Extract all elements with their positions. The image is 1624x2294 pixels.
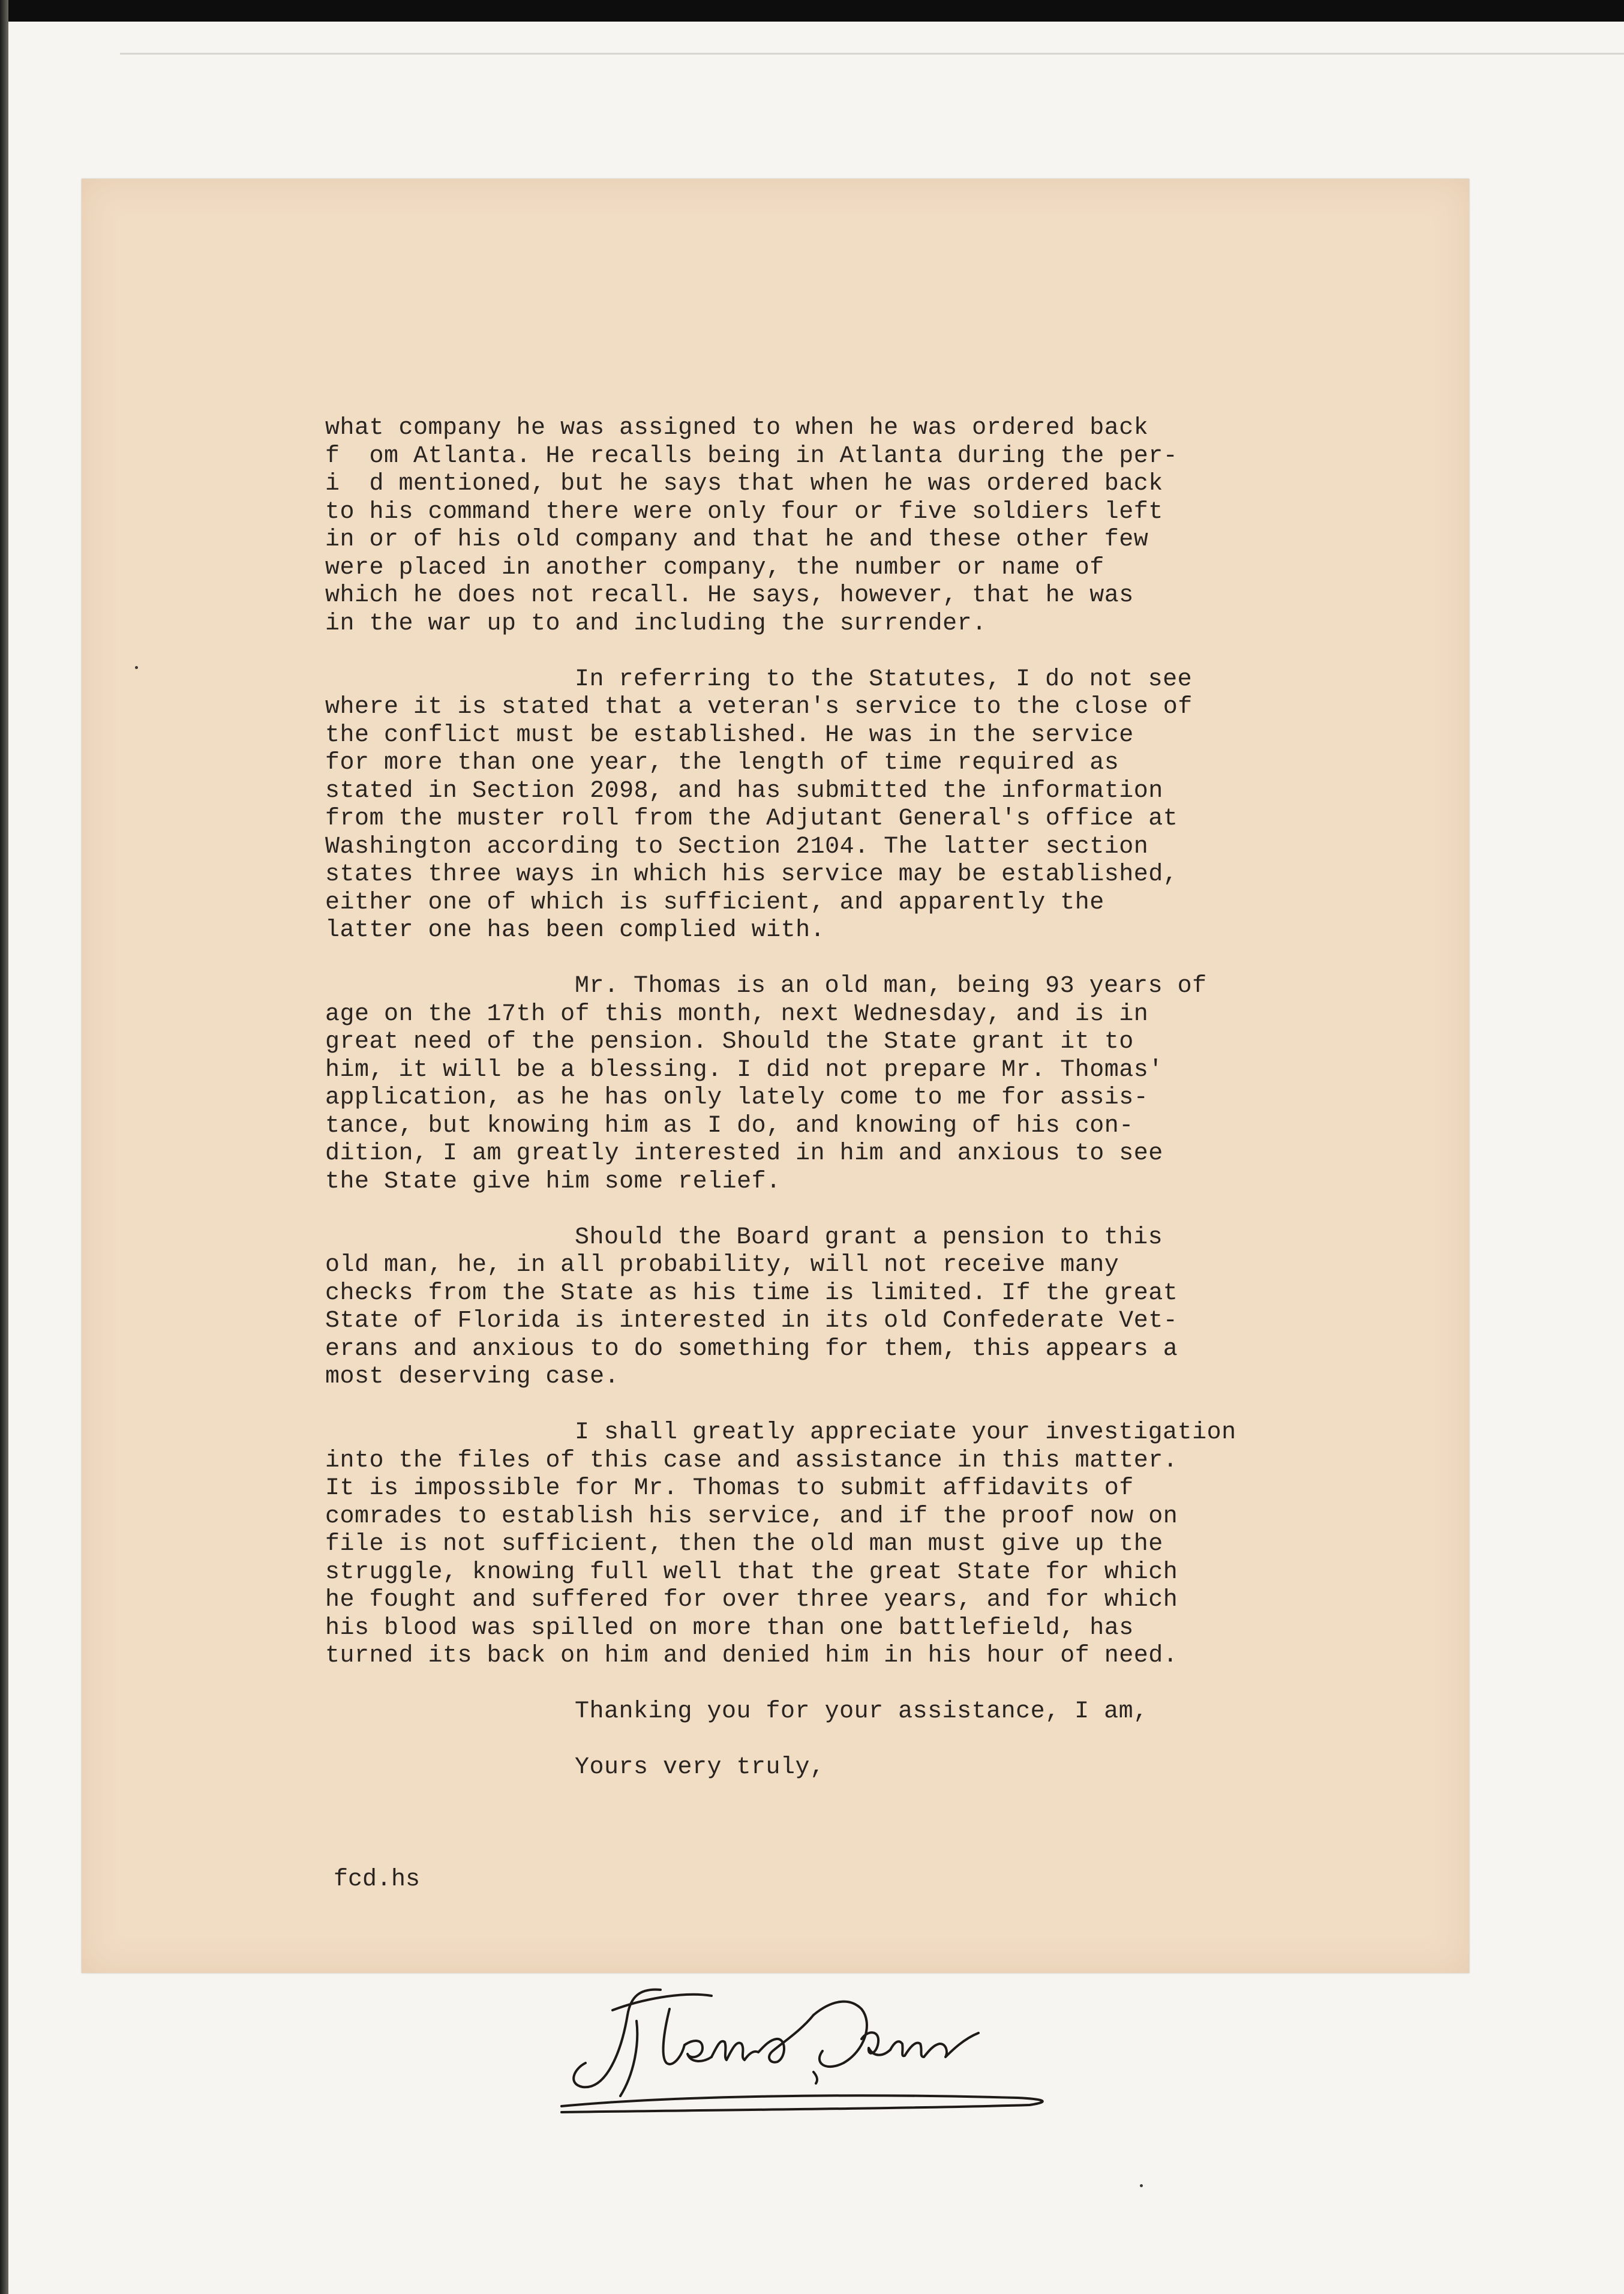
text-line: erans and anxious to do something for them, this appears a (325, 1335, 1178, 1363)
paragraph-5 (325, 1419, 1393, 1671)
text-line: file is not sufficient, then the old man must give up the (325, 1531, 1163, 1558)
text-line: In referring to the Statutes, I do not see (575, 665, 1193, 693)
text-line: struggle, knowing full well that the great State for which (325, 1558, 1178, 1586)
text-line: were placed in another company, the number or name of (325, 554, 1104, 581)
paragraph-4 (325, 1224, 1393, 1392)
paragraph-1 (325, 415, 1393, 638)
scanner-edge-left (0, 0, 8, 2294)
text-line: application, as he has only lately come to me for assis- (325, 1084, 1149, 1111)
dust-speck (135, 666, 138, 669)
text-line: most deserving case. (325, 1363, 620, 1390)
paragraph-2 (325, 666, 1393, 945)
handwritten-signature (550, 1973, 1089, 2135)
text-line: his blood was spilled on more than one battlefield, has (325, 1614, 1134, 1642)
scanner-edge-top (0, 0, 1624, 22)
text-line: what company he was assigned to when he was ordered back (325, 415, 1149, 442)
text-line: f om Atlanta. He recalls being in Atlanta during the per- (325, 442, 1178, 470)
text-line: either one of which is sufficient, and apparently the (325, 889, 1104, 916)
text-line: State of Florida is interested in its old Confederate Vet- (325, 1308, 1178, 1335)
closing-thanks: Thanking you for your assistance, I am, (575, 1698, 1148, 1725)
text-line: in or of his old company and that he and these other few (325, 526, 1149, 553)
text-line: It is impossible for Mr. Thomas to submit affidavits of (325, 1475, 1134, 1502)
text-line: for more than one year, the length of time required as (325, 749, 1119, 776)
text-line: checks from the State as his time is limited. If the great (325, 1279, 1178, 1307)
text-line: the State give him some relief. (325, 1168, 781, 1195)
text-line: I shall greatly appreciate your investigation (575, 1419, 1236, 1446)
scanner-rule (120, 53, 1624, 55)
text-line: Should the Board grant a pension to this (575, 1224, 1163, 1251)
paragraph-3 (325, 973, 1393, 1196)
text-line: Washington according to Section 2104. The latter section (325, 833, 1149, 860)
text-line: dition, I am greatly interested in him and anxious to see (325, 1140, 1163, 1167)
text-line: age on the 17th of this month, next Wednesday, and is in (325, 1000, 1149, 1028)
closing-salutation: Yours very truly, (575, 1754, 825, 1781)
text-line: from the muster roll from the Adjutant General's office at (325, 805, 1178, 832)
text-line: comrades to establish his service, and if the proof now on (325, 1503, 1178, 1530)
text-line: he fought and suffered for over three years, and for which (325, 1587, 1178, 1614)
text-line: in the war up to and including the surrender. (325, 610, 987, 637)
text-line: which he does not recall. He says, however, that he was (325, 582, 1134, 609)
text-line: states three ways in which his service may be established, (325, 861, 1178, 888)
text-line: turned its back on him and denied him in his hour of need. (325, 1642, 1178, 1669)
text-line: old man, he, in all probability, will not receive many (325, 1252, 1119, 1279)
text-line: him, it will be a blessing. I did not prepare Mr. Thomas' (325, 1056, 1163, 1084)
letter-body (325, 415, 1393, 1782)
text-line: Mr. Thomas is an old man, being 93 years of (575, 973, 1207, 1000)
letter-sheet (82, 179, 1469, 1973)
typist-initials: fcd.hs (334, 1866, 421, 1893)
text-line: to his command there were only four or five soldiers left (325, 498, 1163, 526)
text-line: stated in Section 2098, and has submitted the information (325, 777, 1163, 805)
text-line: great need of the pension. Should the State grant it to (325, 1028, 1134, 1055)
text-line: into the files of this case and assistance in this matter. (325, 1447, 1178, 1474)
text-line: where it is stated that a veteran's service to the close of (325, 694, 1193, 721)
text-line: latter one has been complied with. (325, 917, 825, 944)
text-line: tance, but knowing him as I do, and knowing of his con- (325, 1112, 1134, 1139)
dust-speck (1140, 2184, 1143, 2187)
text-line: the conflict must be established. He was in the service (325, 721, 1134, 749)
text-line: i d mentioned, but he says that when he was ordered back (325, 470, 1163, 497)
